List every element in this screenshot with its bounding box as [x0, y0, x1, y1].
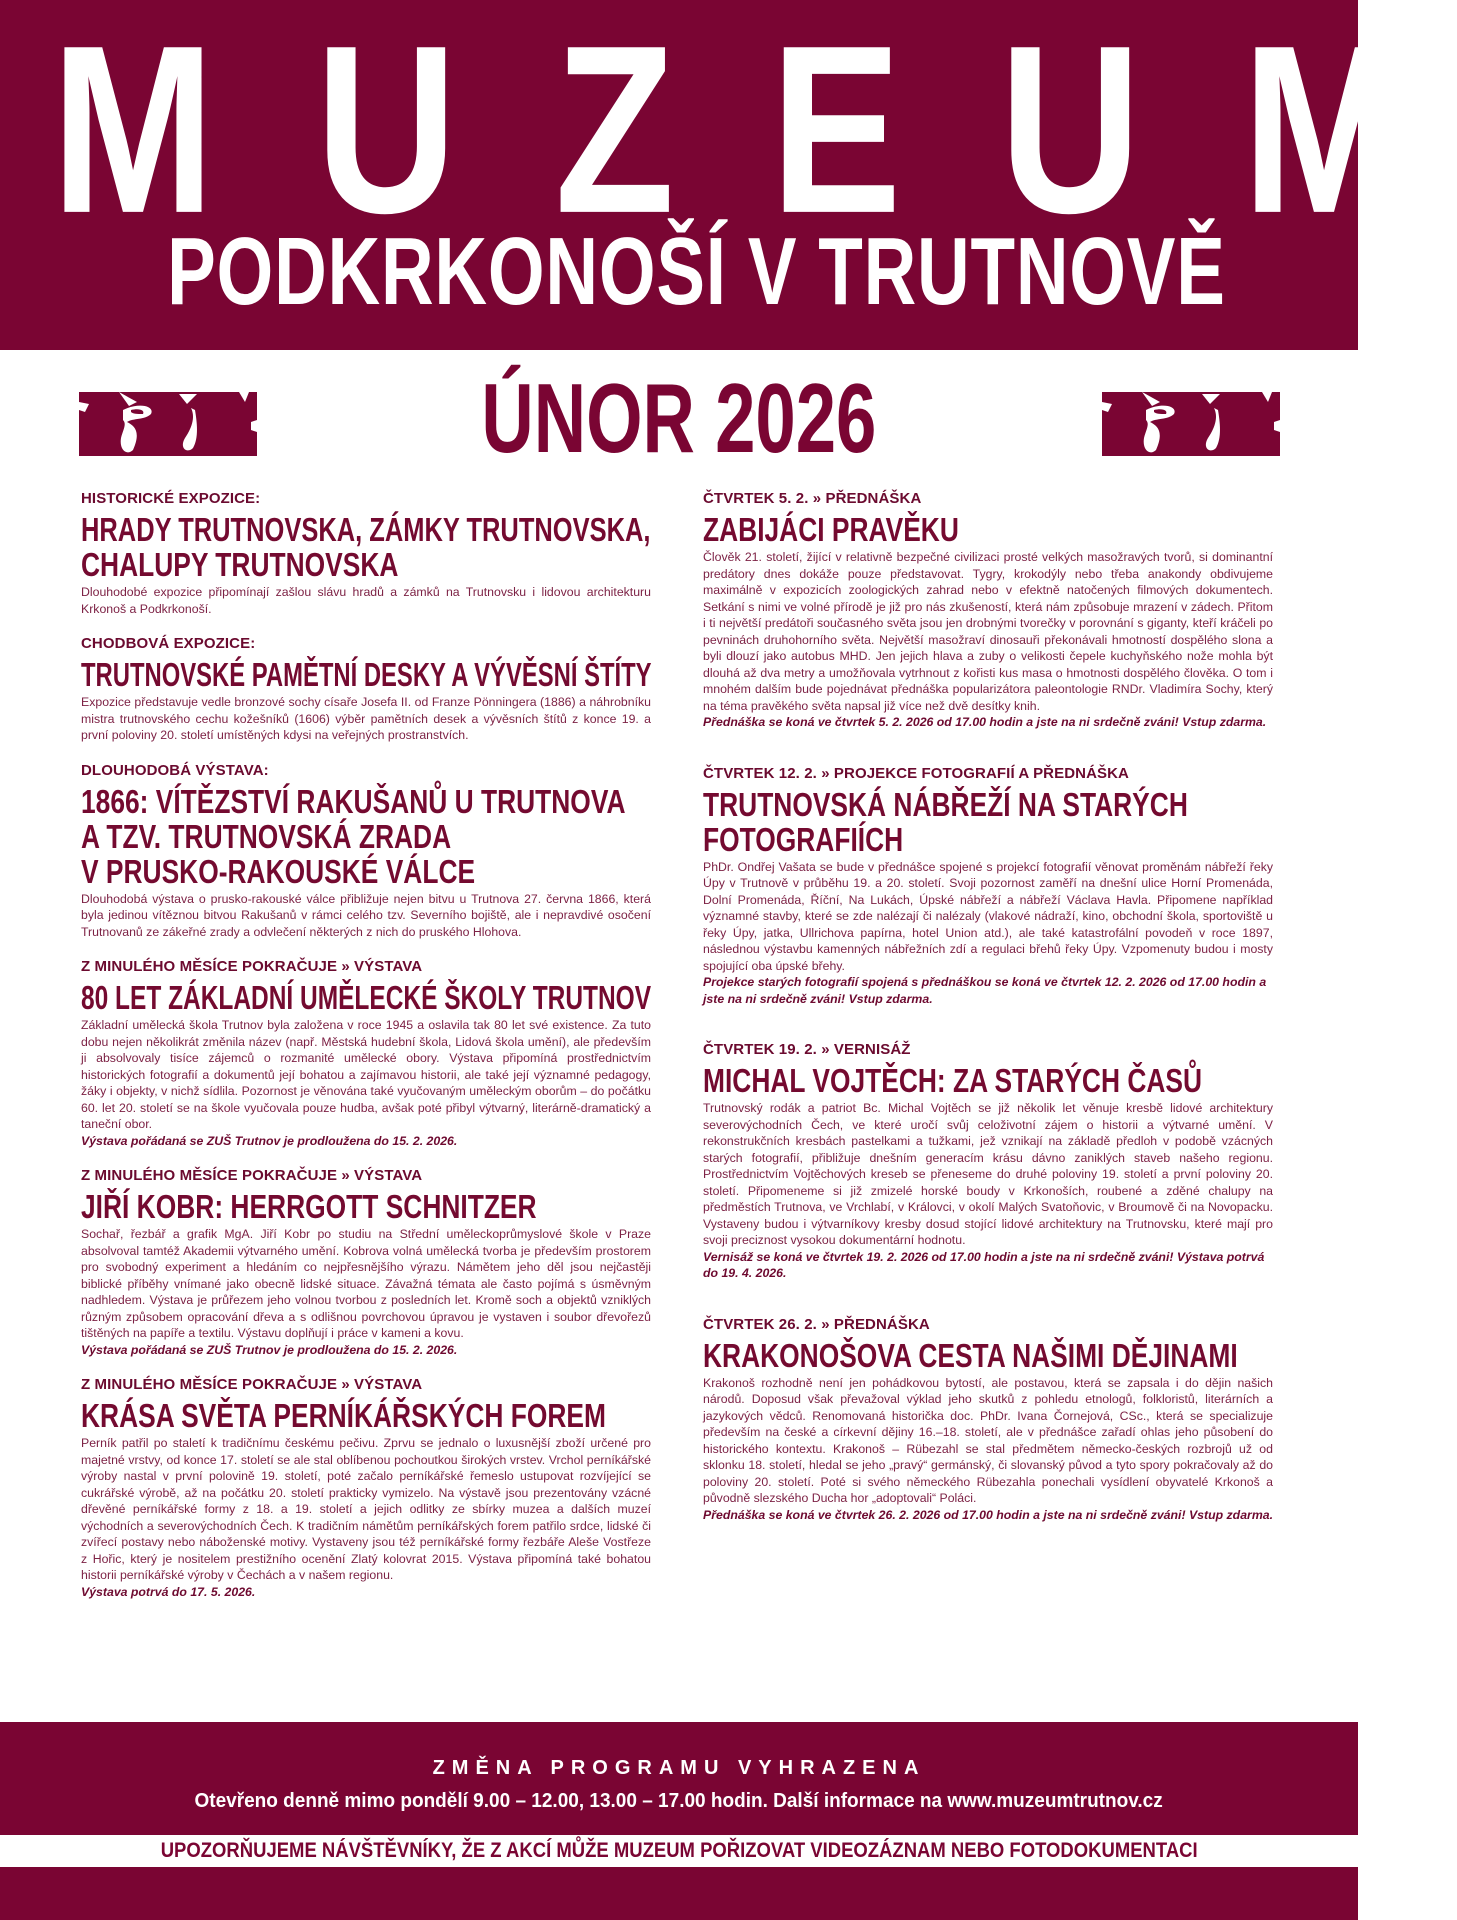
program-section	[81, 958, 651, 1149]
headline-line: 80 LET ZÁKLADNÍ UMĚLECKÉ ŠKOLY TRUTNOV	[81, 979, 652, 1016]
program-section	[703, 490, 1273, 731]
section-kicker: ČTVRTEK 5. 2. » PŘEDNÁŠKA	[703, 490, 922, 507]
section-headline	[703, 1338, 1273, 1373]
section-headline	[81, 657, 651, 692]
section-gap	[81, 744, 651, 762]
section-gap	[81, 1149, 651, 1167]
left-column	[81, 490, 651, 1600]
section-headline	[81, 1398, 651, 1433]
section-body: PhDr. Ondřej Vašata se bude v přednášce spojené s projekcí fotografií věnovat proměnám nábřeží řeky Úpy v Trutnově v průběhu 19. a 20. století. Svoji pozornost zaměří na dnešní ulice Horní Promenáda, Dolní Promenáda, Říční, Na Lukách, Úpské nábřeží a nábřeží Václava Havla. Připomene například významné stavby, které se zde nalézají či nalézaly (vlakové nádraží, kino, obchodní škola, sportoviště u řeky Úpy, jatka, Ullrichova papírna, hotel Union atd.), ale také katastrofální povodeň v roce 1897, následnou výstavbu kamenných nábřežních zdí a regulaci břehů řeky Úpy. Vzpomenuty budou i mosty spojující oba úpské břehy.	[703, 859, 1273, 973]
month-row	[0, 360, 1358, 473]
headline-line: 1866: VÍTĚZSTVÍ RAKUŠANŮ U TRUTNOVA	[81, 782, 626, 820]
headline-line: TRUTNOVSKÉ PAMĚTNÍ DESKY A VÝVĚSNÍ ŠTÍTY	[81, 656, 652, 693]
opening-hours	[0, 1788, 1358, 1814]
museum-subtitle	[0, 218, 1358, 325]
program-section	[703, 1316, 1273, 1524]
month-title-text: ÚNOR 2026	[481, 363, 877, 473]
section-headline	[81, 1189, 651, 1224]
section-headline	[81, 784, 651, 889]
headline-line: HRADY TRUTNOVSKA, ZÁMKY TRUTNOVSKA,	[81, 511, 651, 548]
section-note: Výstava pořádaná se ZUŠ Trutnov je prodloužena do 15. 2. 2026.	[81, 1133, 458, 1148]
section-body: Dlouhodobá výstava o prusko-rakouské válce přibližuje nejen bitvu u Trutnova 27. června 1866, která byla jedinou vítěznou bitvou Rakušanů v rámci celého tzv. Severního bojiště, ale i nepravdivé osočení Trutnovanů ze zákeřné zrady a odvlečení některých z nich do pruského Hlohova.	[81, 891, 651, 939]
title-letter: E	[770, 0, 902, 264]
museum-title	[0, 0, 1406, 264]
title-letter: U	[999, 0, 1142, 264]
section-gap	[81, 617, 651, 635]
dragon-emblem-icon	[1102, 392, 1280, 456]
headline-line: KRÁSA SVĚTA PERNÍKÁŘSKÝCH FOREM	[81, 1397, 606, 1434]
program-section	[703, 1041, 1273, 1282]
section-gap	[81, 940, 651, 958]
section-headline	[703, 787, 1273, 857]
section-kicker: Z MINULÉHO MĚSÍCE POKRAČUJE » VÝSTAVA	[81, 1376, 423, 1393]
section-body: Expozice představuje vedle bronzové sochy císaře Josefa II. od Franze Pönningera (1886) a náhrobníku mistra trutnovského cechu kožešníků (1606) výběr pamětních desek a vývěsních štítů z konce 19. a první poloviny 20. století umístěných kdysi na veřejných prostranstvích.	[81, 695, 651, 742]
section-gap	[703, 731, 1273, 765]
program-section	[81, 490, 651, 617]
section-kicker: ČTVRTEK 12. 2. » PROJEKCE FOTOGRAFIÍ A PŘEDNÁŠKA	[703, 764, 1129, 782]
section-headline	[703, 512, 1273, 547]
section-kicker: ČTVRTEK 19. 2. » VERNISÁŽ	[703, 1041, 911, 1058]
section-body: Krakonoš rozhodně není jen pohádkovou bytostí, ale postavou, která se zapsala i do dějin našich národů. Doposud však převažoval výklad jeho skutků z pohledu etnologů, folkloristů, literárních a jazykových vědců. Renomovaná historička doc. PhDr. Ivana Čornejová, CSc., která se specializuje především na české a církevní dějiny 16.–18. století, ale v přednášce zařadí ohlas jeho působení do historického kontextu. Krakonoš – Rübezahl se stal předmětem německo-českých rozbrojů už od sklonku 18. století, hledal se jeho „pravý“ germánský, či slovanský původ a tyto spory pokračovaly až do poloviny 20. století. Poté si svého německého Rübezahla ponechali vysídlení obyvatelé Krkonoš a původně slezského Ducha hor „adoptovali“ Poláci.	[703, 1375, 1273, 1505]
program-section	[81, 1167, 651, 1358]
title-letter: M	[51, 0, 215, 264]
program-change-notice: ZMĚNA PROGRAMU VYHRAZENA	[432, 1757, 926, 1779]
headline-line: TRUTNOVSKÁ NÁBŘEŽÍ NA STARÝCH	[703, 785, 1188, 823]
section-body: Sochař, řezbář a grafik MgA. Jiří Kobr po studiu na Střední uměleckoprůmyslové škole v Praze absolvoval tamtéž Akademii výtvarného umění. Kobrova volná umělecká tvorba je především prostorem pro svobodný experiment a hledáním co nejpřesnějšího výrazu. Námětem jeho děl jsou nejčastěji biblické příběhy vnímané jako obecně lidské situace. Závažná témata ale často pojímá s úsměvným nadhledem. Výstava je průřezem jeho volnou tvorbou z posledních let. Kromě soch a objektů vzniklých různým způsobem opracování dřeva a s odlišnou povrchovou úpravou je vystaven i soubor dřevořezů tištěných na papíře a textilu. Výstavu doplňují i práce v kameni a kovu.	[81, 1227, 651, 1340]
headline-line: A TZV. TRUTNOVSKÁ ZRADA	[81, 817, 452, 855]
headline-line: MICHAL VOJTĚCH: ZA STARÝCH ČASŮ	[703, 1062, 1203, 1099]
section-kicker: Z MINULÉHO MĚSÍCE POKRAČUJE » VÝSTAVA	[81, 1167, 423, 1184]
headline-line: CHALUPY TRUTNOVSKA	[81, 546, 399, 583]
section-kicker: Z MINULÉHO MĚSÍCE POKRAČUJE » VÝSTAVA	[81, 958, 423, 975]
section-body: Člověk 21. století, žijící v relativně bezpečné civilizaci prosté velkých masožravých tvorů, si dominantní predátory dnes dokáže pouze představovat. Tygry, krokodýly nebo třeba anakondy obdivujeme maximálně v expozicích zoologických zahrad nebo v efektně natočených filmových dokumentech. Setkání s nimi ve volné přírodě je již pro nás zkušeností, která nám způsobuje mrazení v zádech. Přitom i ti největší predátoři současného světa jsou jen drobnými tvorečky v porovnání s giganty, kteří kráčeli po pevninách druhohorního světa. Největší masožraví dinosauři překonávali hmotností dospělého slona a byli dlouzí jako autobus MHD. Jen jejich hlava a zuby o velikosti čepele kuchyňského nože mohla být dlouhá až dva metry a umožňovala vytrhnout z kořisti kus masa o hmotnosti dospělého člověka. O tom i mnohém dalším bude pojednávat přednáška popularizátora paleontologie RNDr. Vladimíra Sochy, který na téma pravěkého světa napsal již více než dvě desítky knih.	[703, 550, 1273, 713]
headline-line: ZABIJÁCI PRAVĚKU	[703, 511, 959, 548]
section-note: Vernisáž se koná ve čtvrtek 19. 2. 2026 od 17.00 hodin a jste na ni srdečně zváni! Výstava potrvá do 19. 4. 2026.	[703, 1249, 1265, 1280]
section-gap	[81, 1358, 651, 1376]
section-body: Základní umělecká škola Trutnov byla založena v roce 1945 a oslavila tak 80 let své existence. Za tuto dobu nejen několikrát změnila název (např. Městská hudební škola, Lidová škola umění), ale především ji absolvovaly tisíce zájemců o rozmanité umělecké obory. Výstava připomíná prostřednictvím historických fotografií a dokumentů její bohatou a zajímavou historii, ale také její významné pedagogy, žáky i objekty, v nichž sídlila. Pozornost je věnována také vyučovaným uměleckým oborům – do počátku 60. let 20. století se na škole vyučovala pouze hudba, avšak poté přibyl výtvarný, literárně-dramatický a taneční obor.	[81, 1018, 651, 1131]
headline-line: FOTOGRAFIÍCH	[703, 820, 904, 858]
section-kicker: CHODBOVÁ EXPOZICE:	[81, 635, 256, 652]
section-note: Výstava potrvá do 17. 5. 2026.	[81, 1584, 256, 1599]
section-headline	[81, 512, 651, 582]
headline-line: KRAKONOŠOVA CESTA NAŠIMI DĚJINAMI	[703, 1336, 1238, 1374]
section-headline	[703, 1063, 1273, 1098]
section-note: Projekce starých fotografií spojená s přednáškou se koná ve čtvrtek 12. 2. 2026 od 17.00 hodin a jste na ni srdečně zváni! Vstup zdarma.	[703, 975, 1267, 1006]
section-kicker: HISTORICKÉ EXPOZICE:	[81, 490, 261, 507]
program-section	[81, 1376, 651, 1600]
section-body: Dlouhodobé expozice připomínají zašlou slávu hradů a zámků na Trutnovsku i lidovou architekturu Krkonoš a Podkrkonoší.	[81, 585, 651, 616]
footer-band	[0, 1722, 1358, 1920]
headline-line: JIŘÍ KOBR: HERRGOTT SCHNITZER	[81, 1188, 537, 1225]
section-body: Perník patřil po staletí k tradičnímu českému pečivu. Zprvu se jednalo o luxusnější zboží určené pro majetné vrstvy, od konce 17. století se ale stal oblíbenou pochoutkou širokých vrstev. Vrchol perníkářské výroby nastal v první polovině 19. století, poté začalo perníkářské řemeslo ustupovat rozvíjející se cukrářské výrobě, až na počátku 20. století prakticky vymizelo. Na výstavě jsou prezentovány vzácné dřevěné perníkářské formy z 18. a 19. století a jejich odlitky ze sbírky muzea a dalších muzeí východních a severovýchodních Čech. K tradičním námětům perníkářských forem patřilo srdce, lidské či zvířecí postavy nebo náboženské motivy. Vystaveny jsou též perníkářské formy řezbáře Aleše Vostřeze z Hořic, který je nositelem prestižního ocenění Zlatý kolovrat 2015. Výstava připomíná také bohatou historii perníkářské výroby v Čechách a v našem regionu.	[81, 1436, 651, 1582]
recording-warning	[0, 1838, 1358, 1864]
title-letter: U	[315, 0, 458, 264]
section-note: Výstava pořádaná se ZUŠ Trutnov je prodloužena do 15. 2. 2026.	[81, 1342, 458, 1357]
museum-subtitle-text: PODKRKONOŠÍ V TRUTNOVĚ	[167, 218, 1226, 325]
section-kicker: DLOUHODOBÁ VÝSTAVA:	[81, 761, 269, 779]
title-letter: M	[1241, 0, 1406, 264]
recording-warning-text: UPOZORŇUJEME NÁVŠTĚVNÍKY, ŽE Z AKCÍ MŮŽE MUZEUM POŘIZOVAT VIDEOZÁZNAM NEBO FOTODOKUMENTACI	[160, 1839, 1198, 1862]
section-body: Trutnovský rodák a patriot Bc. Michal Vojtěch se již několik let věnuje kresbě lidové architektury severovýchodních Čech, ve které uročí svůj celoživotní zájem o historii a výtvarné umění. V rekonstrukčních kresbách pastelkami a tužkami, jež vznikají na základě předloh v podobě vzácných starých fotografií, přibližuje dnešním generacím krásu dávno zaniklých staveb našeho regionu. Prostřednictvím Vojtěchových kreseb se přeneseme do druhé poloviny 19. století a první poloviny 20. století. Připomeneme si již zmizelé horské boudy v Krkonoších, roubené a zděné chalupy na předměstích Trutnova, ve Vrchlabí, v Královci, v okolí Malých Svatoňovic, v Broumově či na Novopacku. Vystaveny budou i výtvarníkovy kresby dosud stojící lidové architektury na Trutnovsku, které mají pro svoji preciznost vysokou dokumentární hodnotu.	[703, 1101, 1273, 1247]
opening-hours-text: Otevřeno denně mimo pondělí 9.00 – 12.00, 13.00 – 17.00 hodin. Další informace na www.muzeumtrutnov.cz	[194, 1790, 1164, 1812]
section-kicker: ČTVRTEK 26. 2. » PŘEDNÁŠKA	[703, 1315, 930, 1333]
section-note: Přednáška se koná ve čtvrtek 26. 2. 2026 od 17.00 hodin a jste na ni srdečně zváni! Vstup zdarma.	[703, 1507, 1274, 1522]
section-headline	[81, 980, 651, 1015]
program-section	[703, 765, 1273, 1008]
section-gap	[703, 1007, 1273, 1041]
right-column	[703, 490, 1273, 1523]
title-letter: Z	[554, 0, 675, 264]
section-gap	[703, 1282, 1273, 1316]
headline-line: V PRUSKO-RAKOUSKÉ VÁLCE	[81, 852, 476, 890]
section-note: Přednáška se koná ve čtvrtek 5. 2. 2026 od 17.00 hodin a jste na ni srdečně zváni! Vstup zdarma.	[703, 715, 1267, 729]
program-section	[81, 635, 651, 744]
program-section	[81, 762, 651, 941]
